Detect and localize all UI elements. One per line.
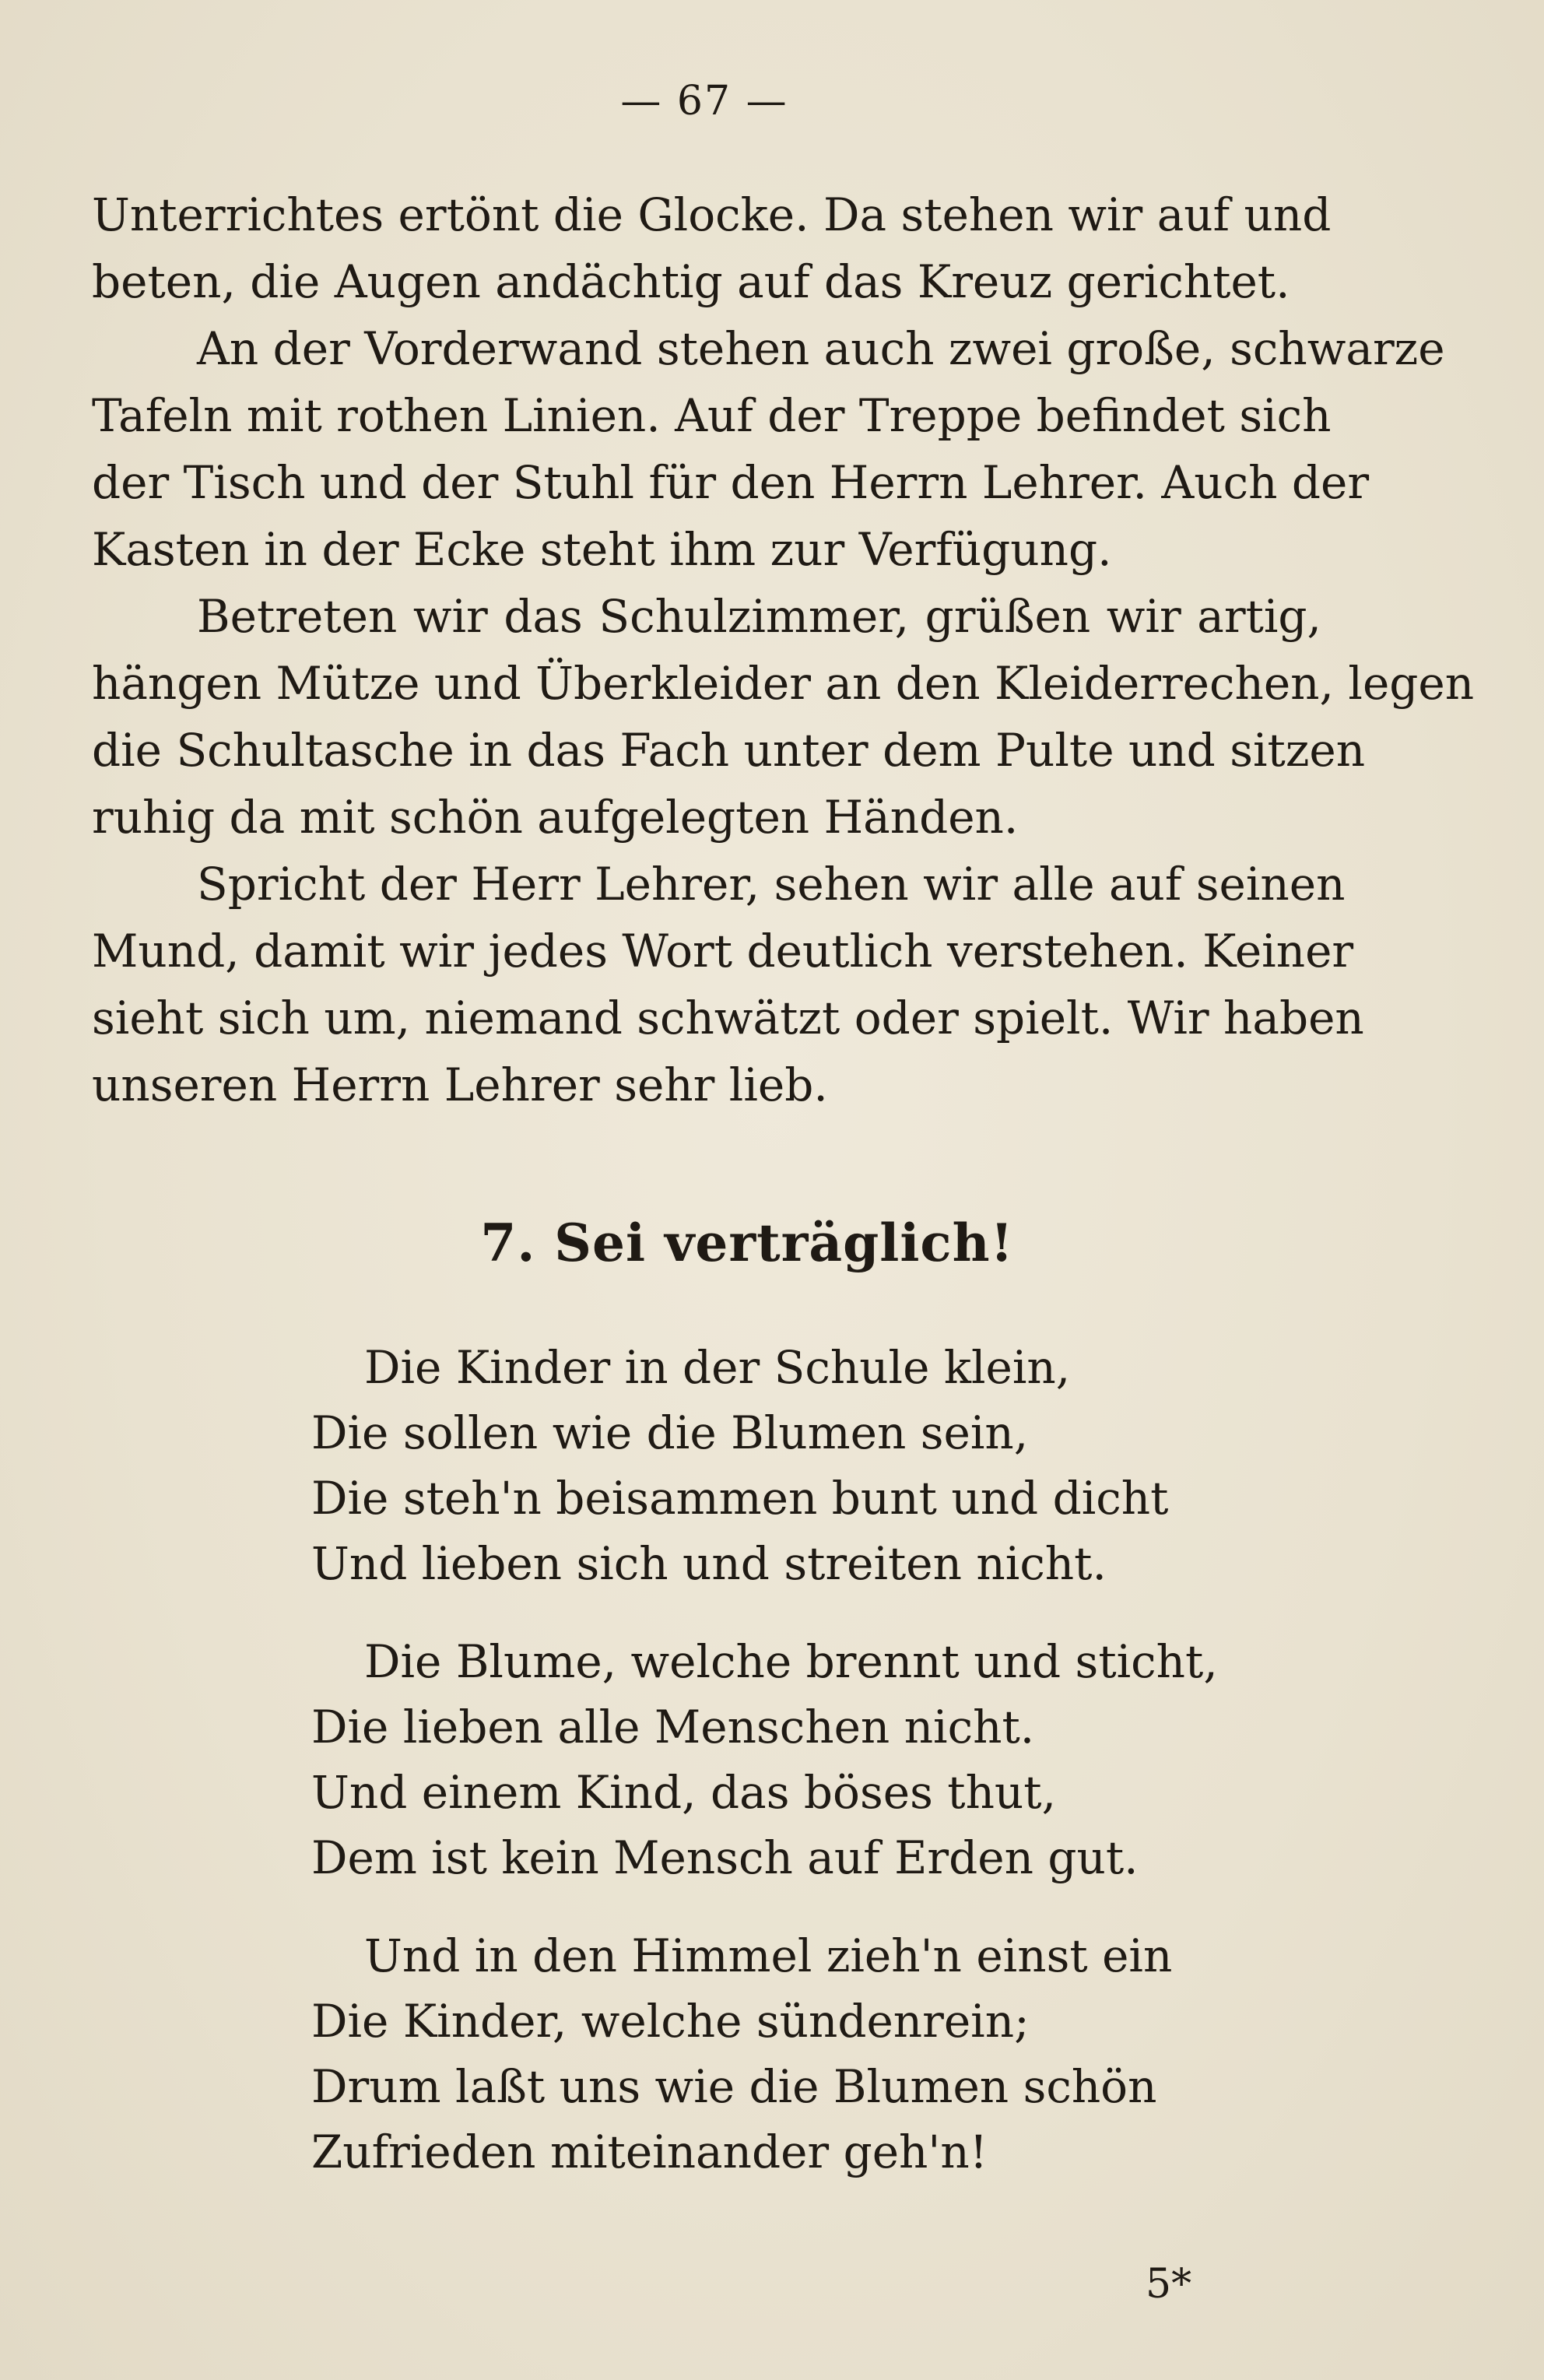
prose-section xyxy=(92,181,1475,1118)
verse-line: Zufrieden miteinander geh'n! xyxy=(311,2126,988,2178)
text-line: Mund, damit wir jedes Wort deutlich verstehen. Keiner xyxy=(92,925,1354,978)
paragraph xyxy=(92,851,1364,1118)
verse-line: Die steh'n beisammen bunt und dicht xyxy=(311,1472,1169,1525)
text-line: Betreten wir das Schulzimmer, grüßen wir artig, xyxy=(197,590,1321,643)
text-line: hängen Mütze und Überkleider an den Kleiderrechen, legen xyxy=(92,657,1475,710)
text-line: Unterrichtes ertönt die Glocke. Da stehen wir auf und xyxy=(92,188,1332,241)
text-line: Kasten in der Ecke steht ihm zur Verfügung. xyxy=(92,523,1112,576)
text-line: unseren Herrn Lehrer sehr lieb. xyxy=(92,1058,828,1111)
poem xyxy=(311,1335,1218,2217)
poem-title: 7. Sei verträglich! xyxy=(480,1213,1014,1273)
text-line: sieht sich um, niemand schwätzt oder spielt. Wir haben xyxy=(92,992,1364,1044)
stanza xyxy=(311,1629,1218,1890)
text-line: Spricht der Herr Lehrer, sehen wir alle auf seinen xyxy=(197,858,1346,911)
verse-line: Dem ist kein Mensch auf Erden gut. xyxy=(311,1831,1139,1884)
verse-line: Die Kinder in der Schule klein, xyxy=(364,1341,1071,1394)
text-line: ruhig da mit schön aufgelegten Händen. xyxy=(92,791,1019,844)
text-line: An der Vorderwand stehen auch zwei große, schwarze xyxy=(197,322,1445,375)
verse-line: Und einem Kind, das böses thut, xyxy=(311,1766,1057,1819)
verse-line: Die sollen wie die Blumen sein, xyxy=(311,1406,1029,1459)
paragraph xyxy=(92,315,1445,583)
verse-line: Und lieben sich und streiten nicht. xyxy=(311,1537,1107,1590)
verse-line: Die Kinder, welche sündenrein; xyxy=(311,1995,1030,2048)
text-line: beten, die Augen andächtig auf das Kreuz gerichtet. xyxy=(92,255,1290,308)
page-number: — 67 — xyxy=(620,78,788,125)
text-line: die Schultasche in das Fach unter dem Pulte und sitzen xyxy=(92,724,1366,777)
text-line: Tafeln mit rothen Linien. Auf der Treppe befindet sich xyxy=(92,389,1332,442)
verse-line: Und in den Himmel zieh'n einst ein xyxy=(364,1929,1173,1982)
verse-line: Die lieben alle Menschen nicht. xyxy=(311,1701,1035,1753)
paragraph xyxy=(92,181,1332,315)
verse-line: Drum laßt uns wie die Blumen schön xyxy=(311,2060,1157,2113)
verse-line: Die Blume, welche brennt und sticht, xyxy=(364,1635,1218,1688)
paragraph xyxy=(92,583,1475,851)
signature-mark: 5* xyxy=(1146,2261,1192,2308)
text-line: der Tisch und der Stuhl für den Herrn Lehrer. Auch der xyxy=(92,456,1370,509)
stanza xyxy=(311,1335,1218,1596)
stanza xyxy=(311,1923,1218,2185)
